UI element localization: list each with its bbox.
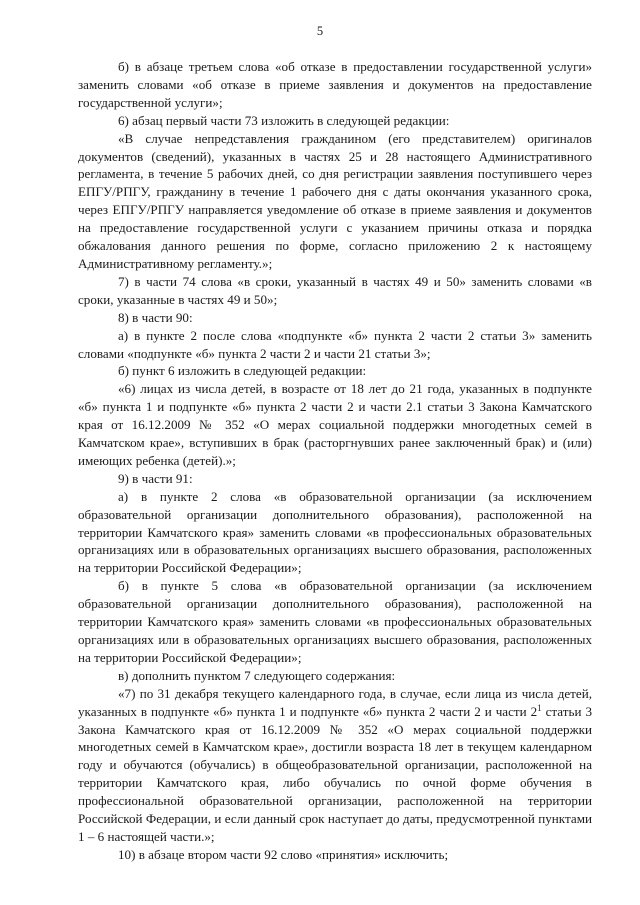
paragraph (78, 685, 592, 846)
page-number: 5 (316, 24, 324, 38)
paragraph: 6) абзац первый части 73 изложить в следующей редакции: (118, 112, 450, 128)
document-body (78, 58, 592, 864)
paragraph: 7) в части 74 слова «в сроки, указанный в частях 49 и 50» заменить словами «в сроки, указанные в частях 49 и 50»; (78, 273, 592, 307)
paragraph: 10) в абзаце втором части 92 слово «принятия» исключить; (118, 846, 449, 862)
paragraph: «В случае непредставления гражданином (его представителем) оригиналов документов (сведений), указанных в частях 25 и 28 настоящего Административного регламента, в течение 5 рабочих дней, со дня регистрации заявления поступившего через ЕПГУ/РПГУ, гражданину в течение 1 рабочего дня с даты окончания указанного срока, через ЕПГУ/РПГУ направляется уведомление об отказе в приеме заявления и документов на предоставление государственной услуги с указанием причины отказа и порядка обжалования данного решения по форме, согласно приложению 2 к настоящему Административному регламенту.»; (78, 130, 592, 271)
superscript: 1 (537, 702, 542, 713)
paragraph-text: «7) по 31 декабря текущего календарного года, в случае, если лица из числа детей, указанных в подпункте «б» пункта 1 и подпункте «б» пункта 2 части 2 и части 2 (78, 685, 592, 719)
paragraph: 9) в части 91: (118, 470, 193, 486)
paragraph-text: статьи 3 Закона Камчатского края от 16.12.2009 № 352 «О мерах социальной поддержки многодетных семей в Камчатском крае», достигли возраста 18 лет в текущем календарном году и обучаются (обучались) в общеобразовательной организации, расположенной на территории Камчатского края, либо обучались по очной форме обучения в профессиональной образовательной организации, расположенной на территории Российской Федерации, и если данный срок наступает до даты, предусмотренной пунктами 1 – 6 настоящей части.»; (78, 703, 592, 844)
paragraph: б) в абзаце третьем слова «об отказе в предоставлении государственной услуги» заменить словами «об отказе в приеме заявления и документов на предоставление государственной услуги»; (78, 59, 592, 110)
paragraph: в) дополнить пунктом 7 следующего содержания: (118, 667, 396, 683)
paragraph: «6) лицах из числа детей, в возрасте от 18 лет до 21 года, указанных в подпункте «б» пункта 1 и подпункте «б» пункта 2 части 2 и части 2.1 статьи 3 Закона Камчатского края от 16.12.2009 № 352 «О мерах социальной поддержки многодетных семей в Камчатском крае», вступивших в брак (расторгнувших ранее заключенный брак) и (или) имеющих ребенка (детей).»; (78, 381, 592, 468)
paragraph: 8) в части 90: (118, 309, 193, 325)
paragraph: б) в пункте 5 слова «в образовательной организации (за исключением образовательной организации дополнительного образования), расположенной на территории Камчатского края» заменить словами «в профессиональных образовательных организациях или в образовательных организациях высшего образования, расположенных на территории Российской Федерации»; (78, 578, 592, 665)
paragraph: а) в пункте 2 после слова «подпункте «б» пункта 2 части 2 статьи 3» заменить словами «подпункте «б» пункта 2 части 2 и части 21 статьи 3»; (78, 327, 592, 361)
paragraph: б) пункт 6 изложить в следующей редакции: (118, 363, 367, 379)
paragraph: а) в пункте 2 слова «в образовательной организации (за исключением образовательной организации дополнительного образования), расположенной на территории Камчатского края» заменить словами «в профессиональных образовательных организациях или в образовательных организациях высшего образования, расположенных на территории Российской Федерации»; (78, 488, 592, 576)
